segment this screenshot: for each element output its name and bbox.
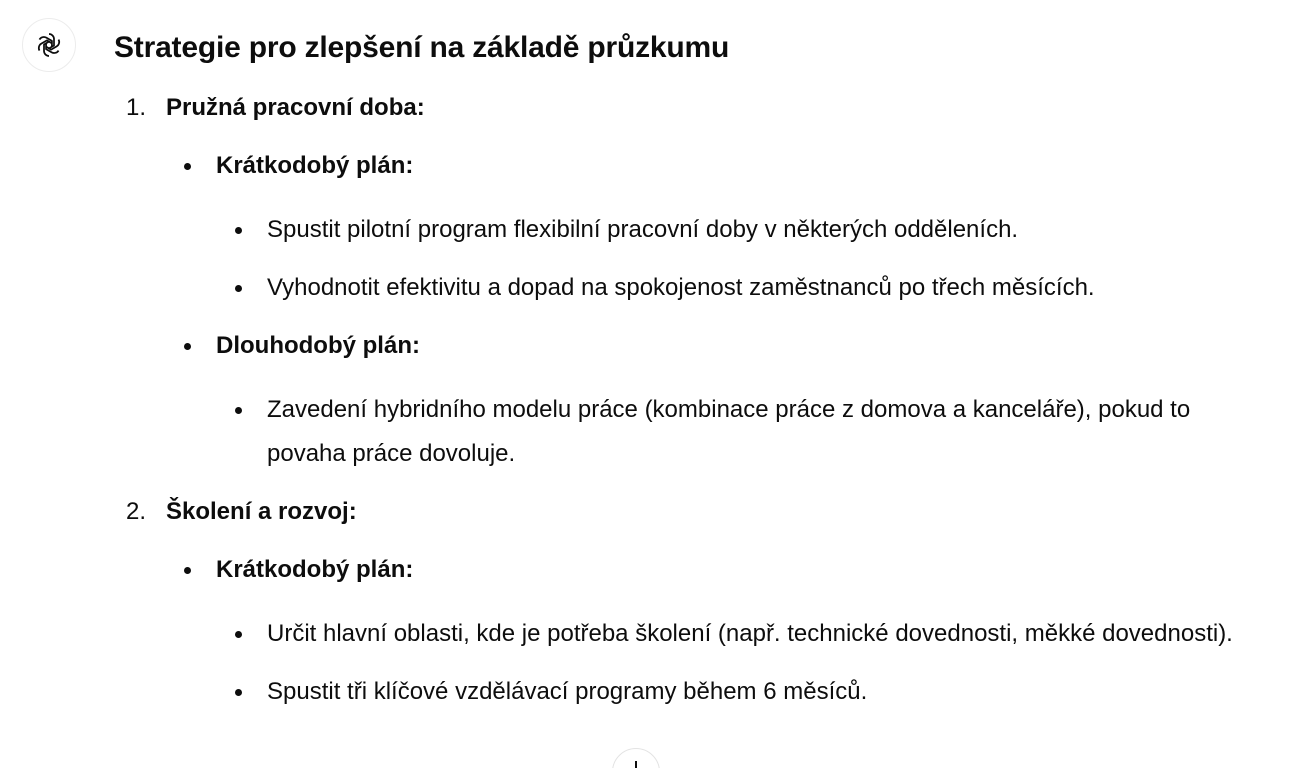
list-item	[114, 612, 1264, 656]
bullet-icon	[235, 689, 242, 696]
assistant-avatar	[22, 18, 76, 72]
scroll-to-bottom-button[interactable]	[612, 748, 660, 768]
list-item	[114, 208, 1264, 252]
list-item	[114, 670, 1264, 714]
arrow-down-icon	[635, 761, 637, 768]
plan-item	[114, 324, 1264, 368]
bullet-icon	[184, 343, 191, 350]
openai-logo-icon	[34, 30, 64, 60]
section-label: Školení a rozvoj:	[166, 498, 357, 525]
list-item-text: Spustit tři klíčové vzdělávací programy během 6 měsíců.	[267, 678, 868, 705]
section-label: Pružná pracovní doba:	[166, 94, 425, 121]
section-number: 1.	[126, 94, 147, 121]
list-item	[114, 266, 1264, 310]
list-item	[114, 388, 1264, 476]
plan-item	[114, 548, 1264, 592]
plan-label: Krátkodobý plán:	[216, 152, 414, 179]
bullet-icon	[235, 285, 242, 292]
section-item	[114, 490, 1264, 534]
bullet-icon	[235, 631, 242, 638]
bullet-icon	[184, 567, 191, 574]
list-item-text: Vyhodnotit efektivitu a dopad na spokojenost zaměstnanců po třech měsících.	[267, 274, 1095, 301]
list-item-text: Spustit pilotní program flexibilní pracovní doby v některých odděleních.	[267, 216, 1019, 243]
section-number: 2.	[126, 498, 147, 525]
list-item-text: Zavedení hybridního modelu práce (kombinace práce z domova a kanceláře), pokud to povaha práce dovoluje.	[267, 396, 1191, 467]
section-item	[114, 86, 1264, 130]
bullet-icon	[235, 227, 242, 234]
plan-label: Krátkodobý plán:	[216, 556, 414, 583]
bullet-icon	[184, 163, 191, 170]
bullet-icon	[235, 407, 242, 414]
plan-label: Dlouhodobý plán:	[216, 332, 420, 359]
assistant-message	[114, 26, 1264, 714]
plan-item	[114, 144, 1264, 188]
message-heading: Strategie pro zlepšení na základě průzkumu	[114, 31, 730, 64]
list-item-text: Určit hlavní oblasti, kde je potřeba školení (např. technické dovednosti, měkké dovednosti).	[267, 620, 1233, 647]
